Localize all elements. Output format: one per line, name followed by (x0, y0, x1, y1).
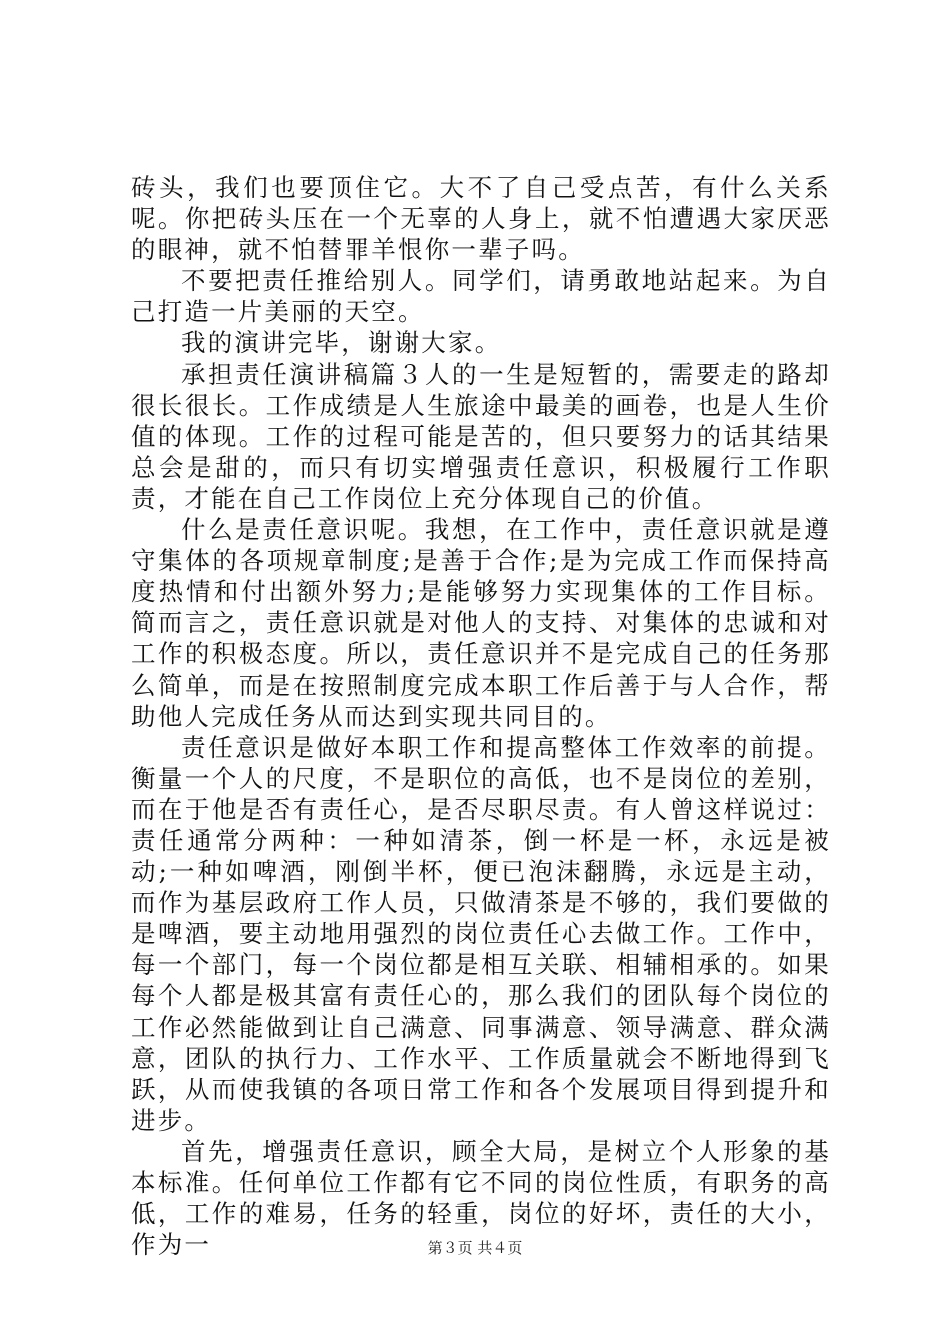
page-number-footer: 第３页 共４页 (427, 1239, 523, 1257)
paragraph-2: 不要把责任推给别人。同学们，请勇敢地站起来。为自己打造一片美丽的天空。 (131, 266, 831, 327)
document-body (131, 172, 831, 1260)
paragraph-6: 责任意识是做好本职工作和提高整体工作效率的前提。衡量一个人的尺度，不是职位的高低，也不是岗位的差别，而在于他是否有责任心，是否尽职尽责。有人曾这样说过：责任通常分两种：一种如清茶，倒一杯是一杯，永远是被动;一种如啤酒，刚倒半杯，便已泡沫翻腾，永远是主动，而作为基层政府工作人员，只做清茶是不够的，我们要做的是啤酒，要主动地用强烈的岗位责任心去做工作。工作中，每一个部门，每一个岗位都是相互关联、相辅相承的。如果每个人都是极其富有责任心的，那么我们的团队每个岗位的工作必然能做到让自己满意、同事满意、领导满意、群众满意，团队的执行力、工作水平、工作质量就会不断地得到飞跃，从而使我镇的各项日常工作和各个发展项目得到提升和进步。 (131, 732, 831, 1135)
paragraph-4: 承担责任演讲稿篇３人的一生是短暂的，需要走的路却很长很长。工作成绩是人生旅途中最美的画卷，也是人生价值的体现。工作的过程可能是苦的，但只要努力的话其结果总会是甜的，而只有切实增强责任意识，积极履行工作职责，才能在自己工作岗位上充分体现自己的价值。 (131, 359, 831, 513)
paragraph-7: 首先，增强责任意识，顾全大局，是树立个人形象的基本标准。任何单位工作都有它不同的岗位性质，有职务的高低，工作的难易，任务的轻重，岗位的好坏，责任的大小，作为一 (131, 1136, 831, 1260)
paragraph-5: 什么是责任意识呢。我想，在工作中，责任意识就是遵守集体的各项规章制度;是善于合作;是为完成工作而保持高度热情和付出额外努力;是能够努力实现集体的工作目标。简而言之，责任意识就是对他人的支持、对集体的忠诚和对工作的积极态度。所以，责任意识并不是完成自己的任务那么简单，而是在按照制度完成本职工作后善于与人合作，帮助他人完成任务从而达到实现共同目的。 (131, 515, 831, 731)
paragraph-3: 我的演讲完毕，谢谢大家。 (181, 328, 502, 358)
paragraph-1: 砖头，我们也要顶住它。大不了自己受点苦，有什么关系呢。你把砖头压在一个无辜的人身上，就不怕遭遇大家厌恶的眼神，就不怕替罪羊恨你一辈子吗。 (131, 173, 831, 265)
